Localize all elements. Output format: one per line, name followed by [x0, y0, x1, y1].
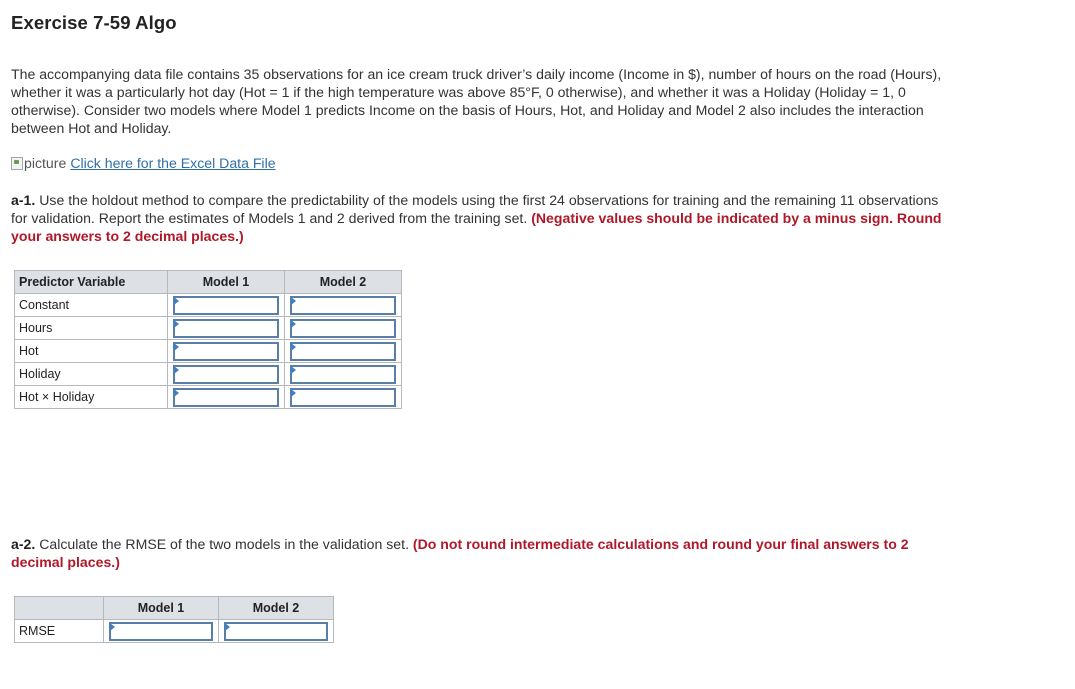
question-text: Calculate the RMSE of the two models in the validation set. [39, 536, 409, 552]
model2-hot-input[interactable] [290, 342, 396, 361]
question-label: a-2. [11, 536, 36, 552]
model1-hot-input[interactable] [173, 342, 279, 361]
model1-constant-input[interactable] [173, 296, 279, 315]
column-header: Model 2 [285, 271, 402, 294]
table-row [15, 386, 402, 409]
model2-constant-input[interactable] [290, 296, 396, 315]
question-instruction: (Negative values should be indicated by a minus sign. Round your answers to 2 decimal places.) [11, 210, 942, 244]
column-header: Model 1 [104, 597, 219, 620]
table-row [15, 340, 402, 363]
table-row [15, 317, 402, 340]
question-label: a-1. [11, 192, 36, 208]
page-title: Exercise 7-59 Algo [11, 12, 177, 33]
image-alt-text: picture [24, 155, 67, 171]
model1-rmse-input[interactable] [109, 622, 213, 641]
table-header-row [15, 271, 402, 294]
question-a1 [11, 191, 946, 245]
problem-description: The accompanying data file contains 35 observations for an ice cream truck driver’s daily income (Income in $), number of hours on the road (Hours), whether it was a particularly hot day (Hot = 1 if the high temperature was above 85°F, 0 otherwise), and whether it was a Holiday (Holiday = 1, 0 otherwise). Consider two models where Model 1 predicts Income on the basis of Hours, Hot, and Holiday and Model 2 also includes the interaction between Hot and Holiday. [11, 66, 942, 136]
row-label: Hot [15, 340, 168, 363]
row-label: Constant [15, 294, 168, 317]
table-row [15, 363, 402, 386]
table-header-row [15, 597, 334, 620]
coefficients-table [14, 270, 402, 409]
question-a2 [11, 535, 946, 571]
model1-hours-input[interactable] [173, 319, 279, 338]
row-label: RMSE [15, 620, 104, 643]
table-row [15, 294, 402, 317]
model2-hot-holiday-input[interactable] [290, 388, 396, 407]
row-label: Holiday [15, 363, 168, 386]
table-row [15, 620, 334, 643]
model2-holiday-input[interactable] [290, 365, 396, 384]
model1-holiday-input[interactable] [173, 365, 279, 384]
excel-link-text[interactable]: Click here for the Excel Data File [70, 155, 276, 171]
excel-data-link[interactable] [11, 155, 276, 171]
row-label: Hours [15, 317, 168, 340]
question-instruction: (Do not round intermediate calculations and round your final answers to 2 decimal places.) [11, 536, 909, 570]
column-header: Model 1 [168, 271, 285, 294]
question-text: Use the holdout method to compare the predictability of the models using the first 24 observations for training and the remaining 11 observations for validation. Report the estimates of Models 1 and 2 derived from the training set. [11, 192, 939, 226]
column-header: Model 2 [219, 597, 334, 620]
broken-image-icon [11, 157, 23, 170]
model2-hours-input[interactable] [290, 319, 396, 338]
model2-rmse-input[interactable] [224, 622, 328, 641]
model1-hot-holiday-input[interactable] [173, 388, 279, 407]
column-header [15, 597, 104, 620]
rmse-table [14, 596, 334, 643]
column-header: Predictor Variable [15, 271, 168, 294]
row-label: Hot × Holiday [15, 386, 168, 409]
